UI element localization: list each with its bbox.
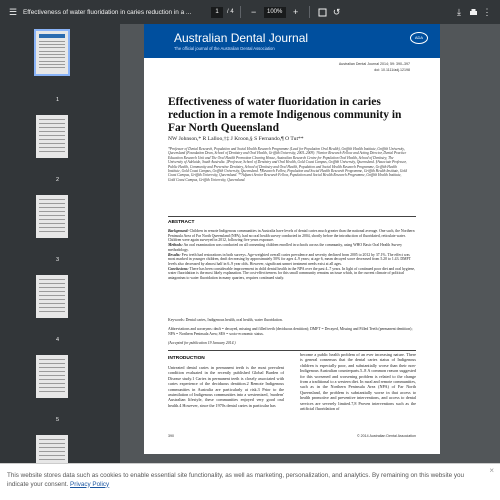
intro-right-column: become a public health problem of an ever increasing nature. There is general consensus that the dental caries status of Indigenous children is especially poor, and substantially worse than their non-Indigenous Australian counterparts.5–8 A common reason suggested for this worsened and worsening problem is related to the change from a traditional to a western diet. In rural and remote communities, such as in the Northern Peninsula Area (NPA) of Far North Queensland, the problem is substantially worse in that access to health promotive and preventive interventions, and access to dental services are severely limited.7,8 Proven interventions such as the artificial fluoridation of xyxy=(300,352,416,412)
journal-name: Australian Dental Journal xyxy=(174,31,309,45)
article-title: Effectiveness of water fluoridation in caries reduction in a remote Indigenous community in Far North Queensland xyxy=(168,96,402,134)
abstract-label: Background: xyxy=(168,229,189,233)
abstract-text: An oral examination was conducted on all consenting children enrolled in schools across the community, using WHO Basic Oral Health Survey methodology. xyxy=(168,243,403,252)
introduction-heading: INTRODUCTION xyxy=(168,356,205,361)
pdf-toolbar xyxy=(0,0,500,24)
keywords: Keywords: Dental caries, Indigenous health, oral health, water fluoridation. xyxy=(168,318,283,322)
affiliations: *Professor of Dental Research, Population and Social Health Research Programme (Lead for Population Oral Health), Griffith Health Institute, Griffith University, Queensland (Foundation Dean, School of Dentistry and Oral Health, Griffith University, 2005–2009). †Senior Research Fellow and Acting Director, Dental Practice Education Research Unit and The Oral Health Promotion Clearing House, Australian Research Centre for Population Oral Health, School of Dentistry, The University of Adelaide, South Australia. ‡Professor, School of Dentistry and Oral Health, Gold Coast Campus, Griffith University, Queensland. §Associate Professor, Public Health, Community and Preventive Dentistry, School of Dentistry and Oral Health, Population and Social Health Research Programme, Griffith Health Institute, Gold Coast Campus, Griffith University, Queensland. ¶Research Fellow, Population and Social Health Research Programme, Griffith Health Institute, Gold Coast Campus, Griffith University, Queensland. **Adjunct Senior Research Fellow, Population and Social Health Research Programme, Griffith Health Institute, Gold Coast Campus, Griffith University, Queensland. xyxy=(168,147,408,182)
page-number: 390 xyxy=(168,434,174,438)
page-number-input[interactable]: 1 xyxy=(211,7,223,18)
journal-banner xyxy=(144,24,440,58)
abstract-text: There has been considerable improvement in child dental health in the NPA over the past 4–7 years. In light of continued poor diet and oral hygiene, water fluoridation is the most likely explanation. The cost-effectiveness for this small community remains an issue which, in the current climate of political antagonism to water fluoridation in many quarters, requires continued study. xyxy=(168,266,415,281)
print-icon[interactable] xyxy=(466,5,480,19)
abstract-text: Few teeth had restorations in both surveys. Age-weighted overall caries prevalence and severity declined from 2005 to 2012 by 37.1%. The effect was most marked in younger children, dmft decreasing by approximately 50% for ages 4–9 years; at age 6, mean decayed score decreased from 5.20 to 1.43. DMFT levels also decreased by almost half in 6–9 year olds. However, significant unmet treatment needs exist at all ages. xyxy=(168,252,411,266)
page-thumbnail-1[interactable] xyxy=(36,31,68,74)
divider xyxy=(168,216,416,217)
abstract-heading: ABSTRACT xyxy=(168,220,195,225)
thumbnail-label: 4 xyxy=(56,337,60,343)
plus-icon[interactable]: + xyxy=(293,7,299,17)
zoom-input[interactable]: 100% xyxy=(264,7,286,18)
document-title: Effectiveness of water fluoridation in caries reduction in a ... xyxy=(23,8,192,16)
privacy-policy-link[interactable]: Privacy Policy xyxy=(70,480,110,488)
toolbar-divider xyxy=(309,6,310,18)
minus-icon[interactable]: − xyxy=(251,7,257,17)
citation-line: Australian Dental Journal 2014; 59: 390–397 xyxy=(338,62,410,66)
close-icon[interactable]: × xyxy=(489,466,494,475)
intro-left-column: Untreated dental caries in permanent teeth is the most prevalent condition evaluated in the recently published Global Burden of Disease study.1 Caries in permanent teeth is closely associated with caries experience of the deciduous dentition.2 Remote Indigenous communities in Australia are particularly at risk.3 Prior to the assimilation of Indigenous communities into a westernized, 'modern' Australian lifestyle, these communities enjoyed very good oral health.4 However, since the 1970s dental caries in particular has xyxy=(168,365,284,408)
page-total: / 4 xyxy=(227,9,234,15)
thumbnail-label: 1 xyxy=(56,97,60,103)
thumbnail-sidebar xyxy=(0,24,120,500)
cookie-message: This website stores data such as cookies to enable essential site functionality, as well as marketing, personalization, and analytics. By remaining on this website you indicate your consent. xyxy=(7,472,464,488)
abstract-label: Conclusions: xyxy=(168,266,189,271)
abstract-label: Results: xyxy=(168,252,181,257)
doi-line: doi: 10.1111/adj.12198 xyxy=(374,68,410,72)
copyright: © 2014 Australian Dental Association xyxy=(357,434,416,438)
more-icon[interactable]: ⋮ xyxy=(482,6,492,17)
menu-icon[interactable]: ☰ xyxy=(8,6,18,17)
rotate-icon[interactable]: ↺ xyxy=(332,6,341,17)
divider xyxy=(168,350,416,351)
page-thumbnail-3[interactable] xyxy=(36,195,68,238)
thumbnail-label: 3 xyxy=(56,257,60,263)
abstract-text: Children in remote Indigenous communities in Australia have levels of dental caries much greater than the national average. One such, the Northern Peninsula Area of Far North Queensland (NPA), had no oral health survey conducted in 2004, shortly before the introduction of fluoridated, reticulate water. Children were again surveyed in 2012, following five years exposure. xyxy=(168,229,415,243)
accepted-date: (Accepted for publication 19 January 2014.) xyxy=(168,341,236,345)
fit-page-icon[interactable] xyxy=(316,5,330,19)
cookie-text xyxy=(7,472,477,489)
page-thumbnail-5[interactable] xyxy=(36,355,68,398)
download-icon[interactable]: ⤓ xyxy=(457,6,461,17)
journal-subtitle: The official journal of the Australian Dental Association xyxy=(174,46,275,51)
toolbar-divider xyxy=(240,6,241,18)
page-thumbnail-4[interactable] xyxy=(36,275,68,318)
pdf-page xyxy=(144,24,440,454)
abstract-label: Methods: xyxy=(168,243,183,248)
cookie-banner xyxy=(0,463,500,500)
author-list: NW Johnson,* R Lalloo,†‡ J Kroon,§ S Fernando,¶ O Tut** xyxy=(168,136,304,142)
ada-logo: ADA xyxy=(410,32,428,44)
page-thumbnail-2[interactable] xyxy=(36,115,68,158)
abbreviations: Abbreviations and acronyms: dmft = decayed, missing and filled teeth (deciduous dentition); DMFT = Decayed, Missing and Filled Teeth (permanent dentition); NPA = Northern Peninsula Area; SES = socio-economic status. xyxy=(168,327,413,336)
thumbnail-label: 5 xyxy=(56,417,60,423)
abstract-body xyxy=(168,229,416,281)
thumbnail-label: 2 xyxy=(56,177,60,183)
